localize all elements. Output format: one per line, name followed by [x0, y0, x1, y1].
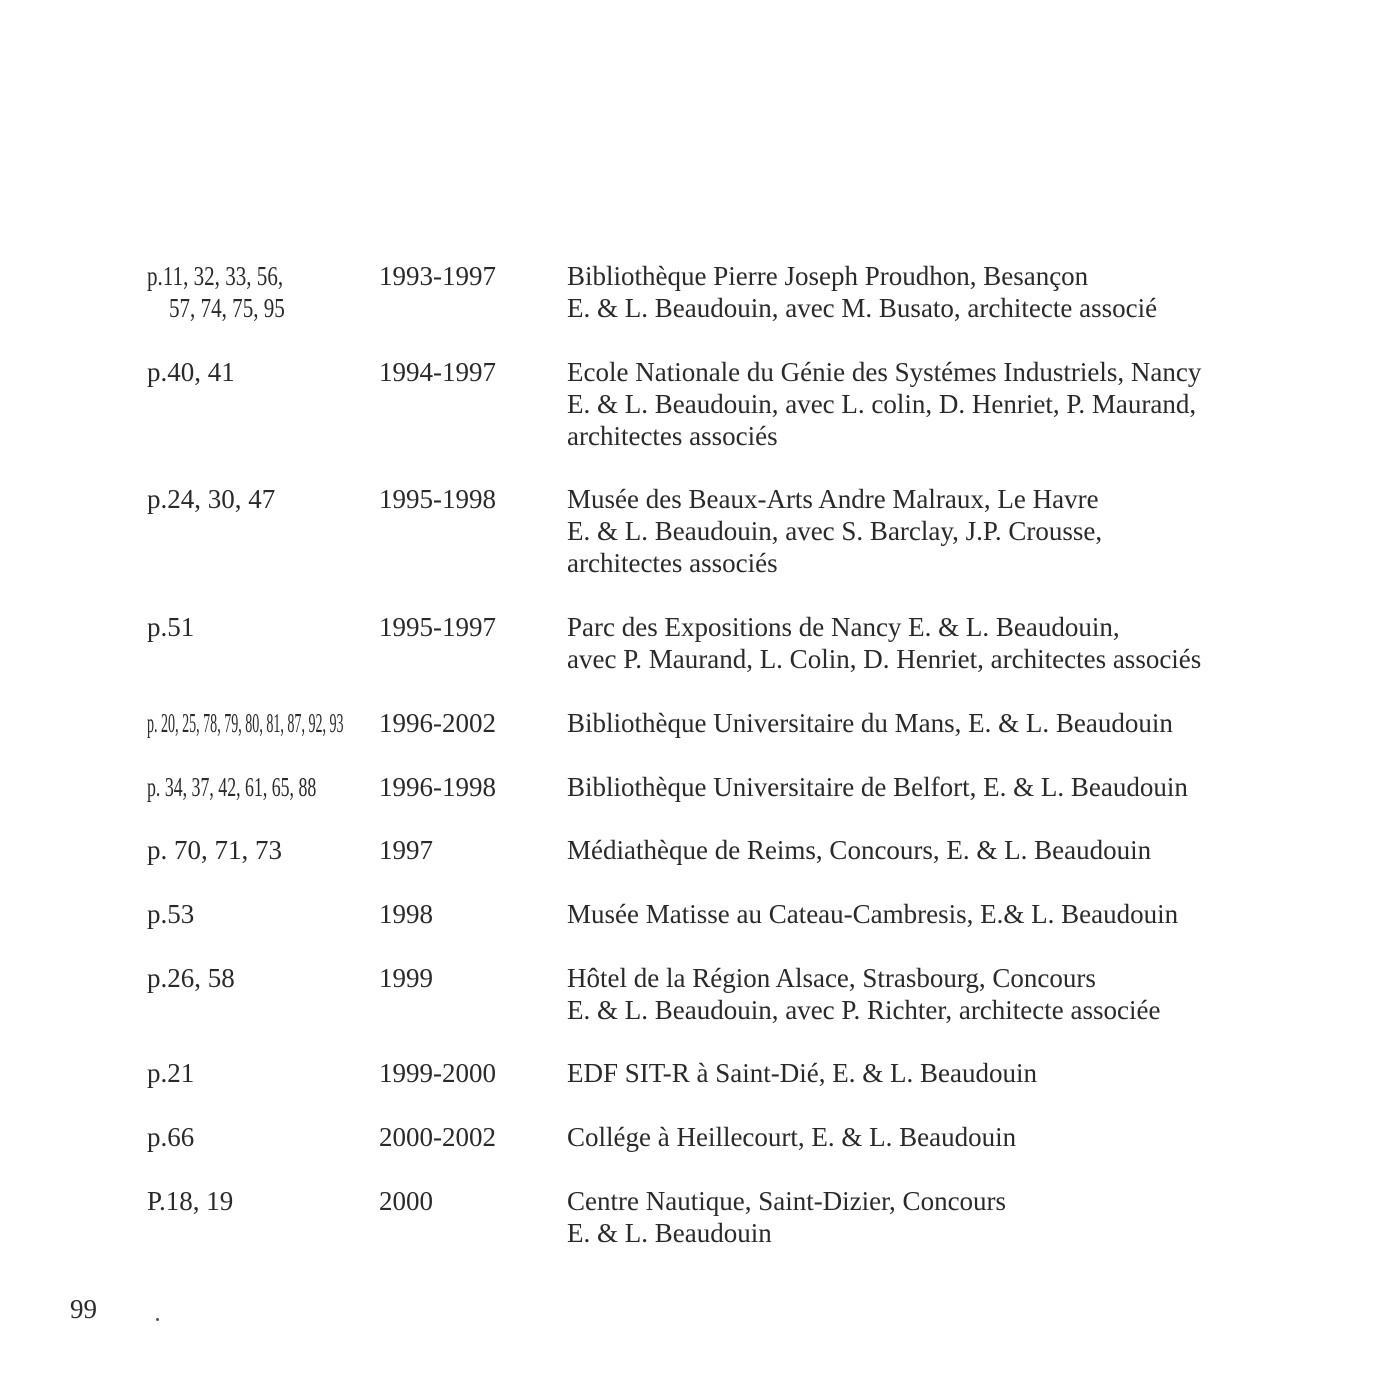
project-years: 1994-1997: [379, 357, 496, 387]
description-line: avec P. Maurand, L. Colin, D. Henriet, architectes associés: [567, 644, 1202, 674]
page-references: [147, 1057, 194, 1089]
project-years: 1998: [379, 899, 433, 929]
project-years: 1997: [379, 835, 433, 865]
project-description: [567, 1185, 1287, 1249]
page-reference-line: p.51: [147, 612, 195, 642]
project-description: [567, 1121, 1287, 1153]
project-years: 1999-2000: [379, 1058, 496, 1088]
project-description: [567, 260, 1287, 324]
description-line: E. & L. Beaudouin, avec P. Richter, architecte associée: [567, 995, 1161, 1025]
page-reference-line: 57, 74, 75, 95: [169, 293, 285, 323]
project-description: [567, 834, 1287, 866]
description-line: EDF SIT-R à Saint-Dié, E. & L. Beaudouin: [567, 1058, 1037, 1088]
page-references: [147, 1121, 194, 1153]
description-line: Musée des Beaux-Arts Andre Malraux, Le Havre: [567, 484, 1099, 514]
description-line: Bibliothèque Universitaire du Mans, E. & L. Beaudouin: [567, 708, 1173, 738]
page-number: 99: [70, 1294, 97, 1324]
page-reference-line: p. 34, 37, 42, 61, 65, 88: [147, 772, 317, 802]
page-reference-line: p. 20, 25, 78, 79, 80, 81, 87, 92, 93: [147, 708, 344, 738]
project-description: [567, 771, 1287, 803]
project-years: 1993-1997: [379, 261, 496, 291]
description-line: architectes associés: [567, 548, 778, 578]
description-line: Parc des Expositions de Nancy E. & L. Beaudouin,: [567, 612, 1120, 642]
description-line: Centre Nautique, Saint-Dizier, Concours: [567, 1186, 1007, 1216]
page-references: [147, 483, 275, 515]
page-reference-line: p.66: [147, 1122, 195, 1152]
print-speck: [156, 1318, 159, 1321]
page-references: [147, 834, 282, 866]
project-description: [567, 1057, 1287, 1089]
page-references: [147, 611, 194, 643]
project-years: 1996-2002: [379, 708, 496, 738]
page-reference-line: p.21: [147, 1058, 195, 1088]
page-references: [147, 898, 194, 930]
description-line: E. & L. Beaudouin, avec L. colin, D. Henriet, P. Maurand,: [567, 389, 1197, 419]
description-line: Bibliothèque Pierre Joseph Proudhon, Besançon: [567, 261, 1089, 291]
project-description: [567, 707, 1287, 739]
page-reference-line: p.11, 32, 33, 56,: [147, 261, 284, 291]
page-references: [147, 771, 404, 803]
page-references: [147, 962, 235, 994]
page-references: [147, 356, 235, 388]
description-line: architectes associés: [567, 421, 778, 451]
page-reference-line: p. 70, 71, 73: [147, 835, 282, 865]
project-years: 2000-2002: [379, 1122, 496, 1152]
page-reference-line: P.18, 19: [147, 1186, 234, 1216]
project-years: 2000: [379, 1186, 433, 1216]
project-years: 1995-1997: [379, 612, 496, 642]
description-line: Musée Matisse au Cateau-Cambresis, E.& L. Beaudouin: [567, 899, 1179, 929]
page-reference-line: p.26, 58: [147, 963, 235, 993]
page-references: [147, 1185, 233, 1217]
project-description: [567, 483, 1287, 579]
description-line: Médiathèque de Reims, Concours, E. & L. Beaudouin: [567, 835, 1152, 865]
page-references: [147, 260, 322, 324]
project-years: 1995-1998: [379, 484, 496, 514]
project-description: [567, 962, 1287, 1026]
page-reference-line: p.53: [147, 899, 195, 929]
project-years: 1999: [379, 963, 433, 993]
description-line: E. & L. Beaudouin, avec M. Busato, architecte associé: [567, 293, 1158, 323]
description-line: Bibliothèque Universitaire de Belfort, E. & L. Beaudouin: [567, 772, 1188, 802]
project-description: [567, 611, 1287, 675]
project-years: 1996-1998: [379, 772, 496, 802]
description-line: E. & L. Beaudouin: [567, 1218, 772, 1248]
description-line: E. & L. Beaudouin, avec S. Barclay, J.P. Crousse,: [567, 516, 1103, 546]
project-description: [567, 898, 1287, 930]
page-reference-line: p.40, 41: [147, 357, 235, 387]
project-description: [567, 356, 1287, 452]
page-reference-line: p.24, 30, 47: [147, 484, 276, 514]
description-line: Collége à Heillecourt, E. & L. Beaudouin: [567, 1122, 1017, 1152]
description-line: Hôtel de la Région Alsace, Strasbourg, Concours: [567, 963, 1096, 993]
description-line: Ecole Nationale du Génie des Systémes Industriels, Nancy: [567, 357, 1202, 387]
